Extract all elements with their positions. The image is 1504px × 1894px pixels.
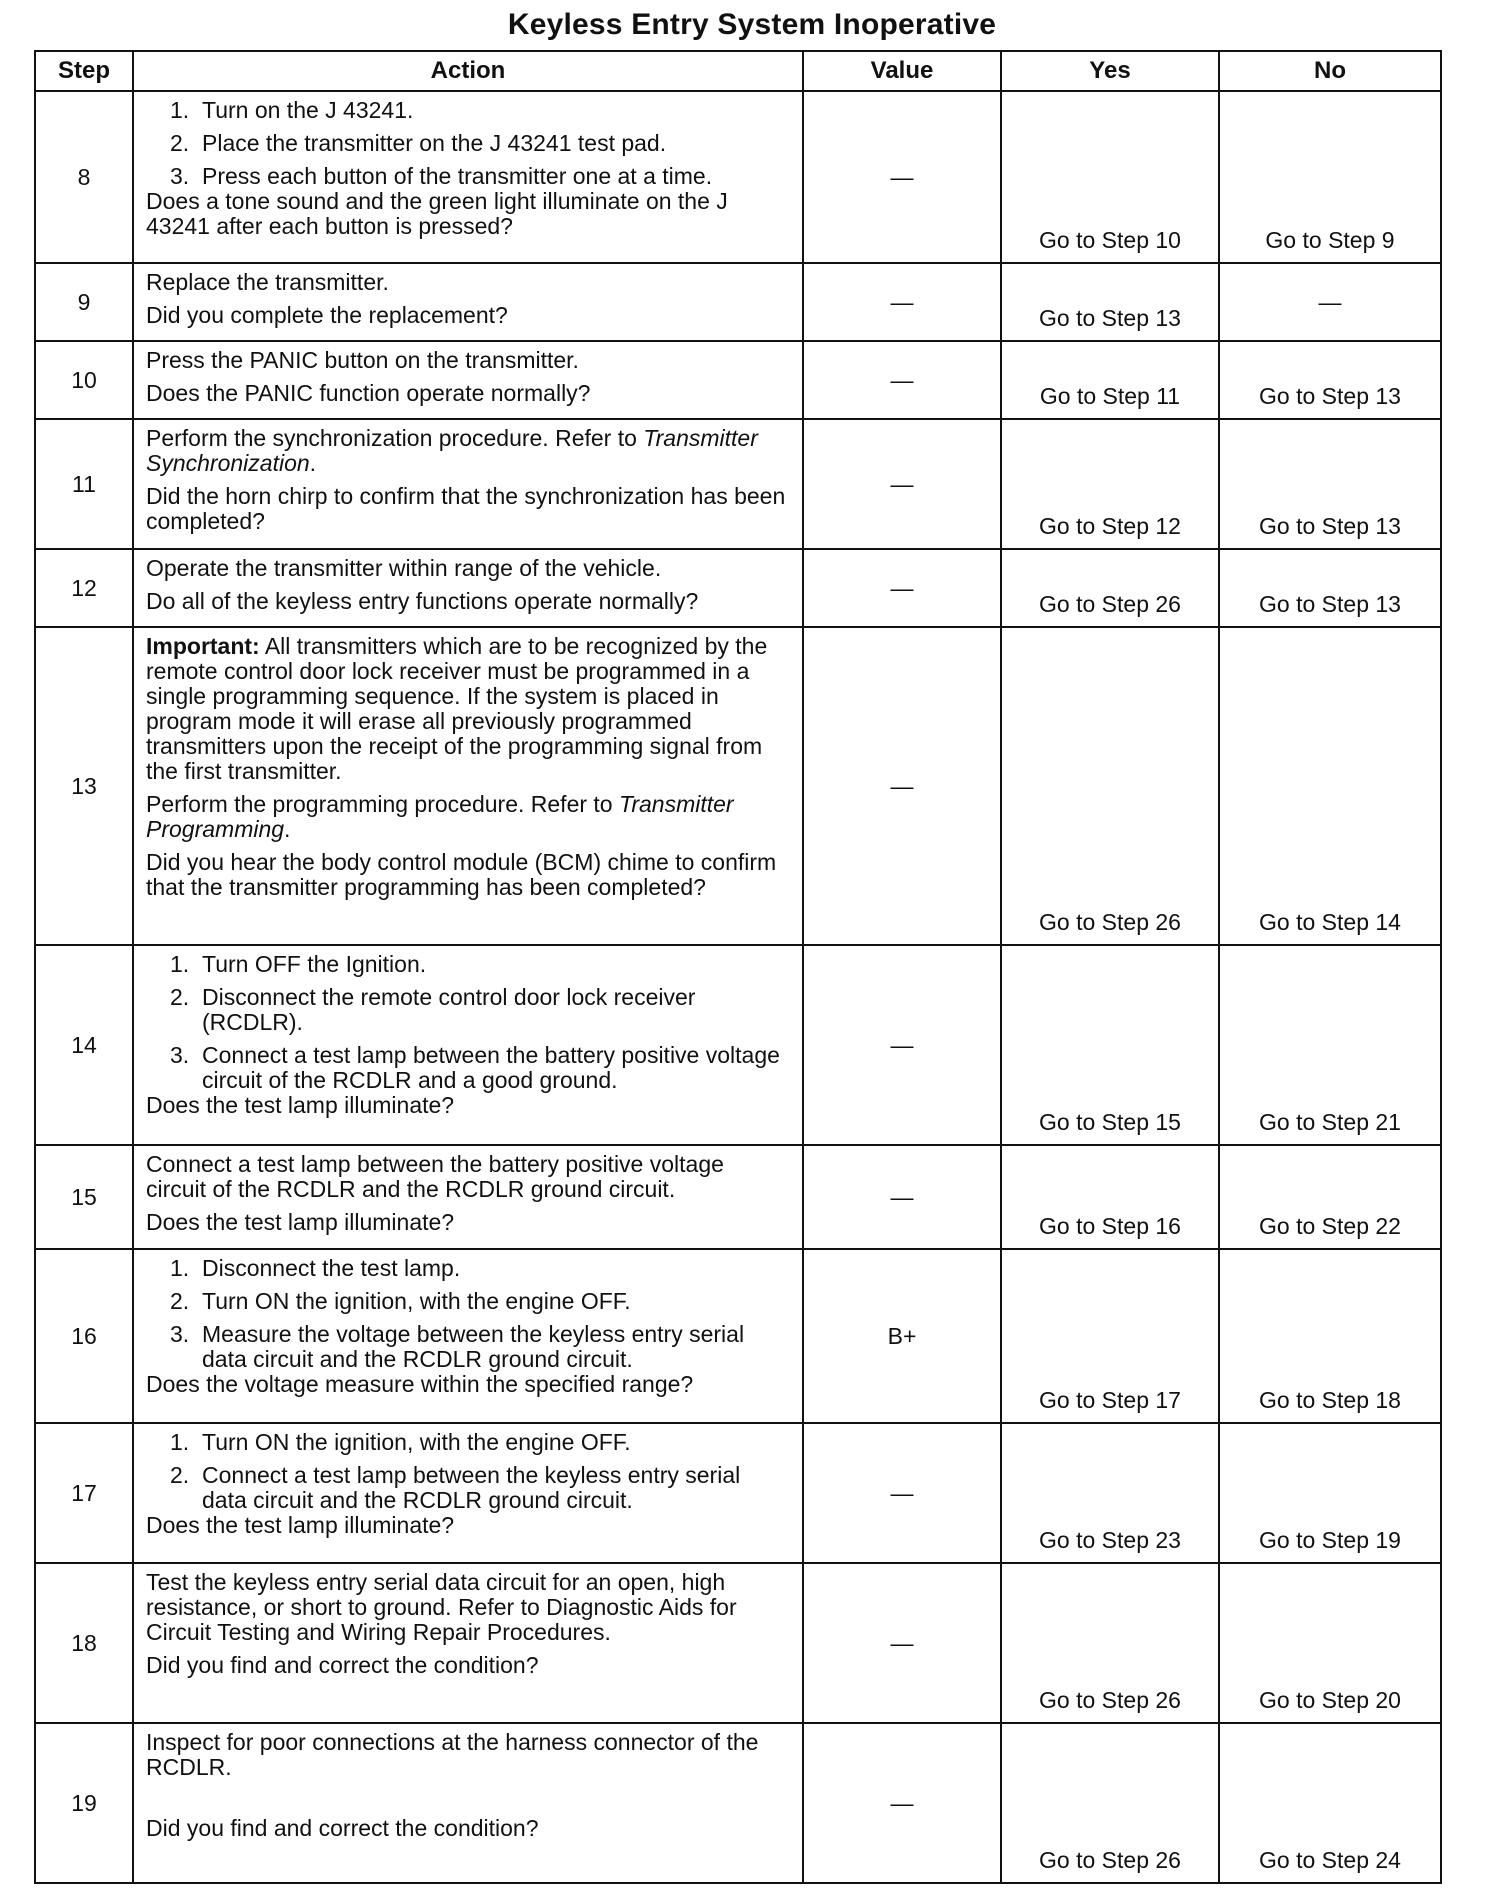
yes-cell: Go to Step 26: [1001, 549, 1219, 627]
header-step: Step: [35, 51, 133, 91]
step-number: 11: [35, 419, 133, 549]
action-text: Press the PANIC button on the transmitter.: [146, 347, 579, 373]
action-cell: [133, 627, 803, 945]
table-row: [35, 1563, 1441, 1723]
step-number: 18: [35, 1563, 133, 1723]
step-number: 17: [35, 1423, 133, 1563]
action-list-item: 2. Connect a test lamp between the keyless entry serial data circuit and the RCDLR ground circuit.: [170, 1462, 741, 1513]
no-cell: Go to Step 19: [1219, 1423, 1441, 1563]
action-cell: [133, 549, 803, 627]
value-cell: —: [803, 419, 1001, 549]
yes-cell: Go to Step 16: [1001, 1145, 1219, 1249]
no-cell: Go to Step 9: [1219, 91, 1441, 263]
action-list-item: 2. Disconnect the remote control door lock receiver (RCDLR).: [170, 984, 696, 1035]
important-note: Important: All transmitters which are to be recognized by the remote control door lock receiver must be programmed in a single programming sequence. If the system is placed in program mode it will erase all previously programmed transmitters upon the receipt of the programming signal from the first transmitter.: [146, 633, 768, 784]
header-no: No: [1219, 51, 1441, 91]
step-number: 19: [35, 1723, 133, 1883]
no-cell: Go to Step 13: [1219, 419, 1441, 549]
action-text: Replace the transmitter.: [146, 269, 389, 295]
table-row: [35, 549, 1441, 627]
table-header-row: [35, 51, 1441, 91]
action-question: Does the test lamp illuminate?: [146, 1512, 455, 1538]
action-text: Perform the synchronization procedure. Refer to Transmitter Synchronization.: [146, 425, 758, 476]
action-cell: [133, 1423, 803, 1563]
no-cell: —: [1219, 263, 1441, 341]
action-list-item: 1. Disconnect the test lamp.: [170, 1255, 461, 1281]
step-number: 8: [35, 91, 133, 263]
no-cell: Go to Step 14: [1219, 627, 1441, 945]
no-cell: Go to Step 21: [1219, 945, 1441, 1145]
yes-cell: Go to Step 11: [1001, 341, 1219, 419]
table-row: [35, 341, 1441, 419]
step-number: 13: [35, 627, 133, 945]
action-cell: [133, 1249, 803, 1423]
value-cell: —: [803, 627, 1001, 945]
table-row: [35, 91, 1441, 263]
action-question: Does the test lamp illuminate?: [146, 1092, 455, 1118]
value-cell: —: [803, 91, 1001, 263]
yes-cell: Go to Step 26: [1001, 1563, 1219, 1723]
page-title: Keyless Entry System Inoperative: [507, 8, 997, 41]
yes-cell: Go to Step 26: [1001, 1723, 1219, 1883]
step-number: 15: [35, 1145, 133, 1249]
action-question: Did you find and correct the condition?: [146, 1815, 539, 1841]
value-cell: —: [803, 263, 1001, 341]
table-row: [35, 263, 1441, 341]
action-text: Perform the programming procedure. Refer to Transmitter Programming.: [146, 791, 734, 842]
header-value: Value: [803, 51, 1001, 91]
value-cell: —: [803, 1563, 1001, 1723]
yes-cell: Go to Step 13: [1001, 263, 1219, 341]
yes-cell: Go to Step 26: [1001, 627, 1219, 945]
value-cell: —: [803, 945, 1001, 1145]
action-question: Did you find and correct the condition?: [146, 1652, 539, 1678]
table-row: [35, 1723, 1441, 1883]
yes-cell: Go to Step 10: [1001, 91, 1219, 263]
action-question: Did you hear the body control module (BCM) chime to confirm that the transmitter programming has been completed?: [146, 849, 777, 900]
action-question: Do all of the keyless entry functions operate normally?: [146, 588, 699, 614]
diagnostic-table: [34, 50, 1442, 1884]
action-cell: [133, 1563, 803, 1723]
action-list-item: 3. Measure the voltage between the keyless entry serial data circuit and the RCDLR ground circuit.: [170, 1321, 745, 1372]
action-list-item: 3. Connect a test lamp between the battery positive voltage circuit of the RCDLR and a good ground.: [170, 1042, 780, 1093]
action-question: Did the horn chirp to confirm that the synchronization has been completed?: [146, 483, 786, 534]
no-cell: Go to Step 13: [1219, 341, 1441, 419]
reference-link: Transmitter Synchronization: [146, 425, 758, 476]
yes-cell: Go to Step 23: [1001, 1423, 1219, 1563]
yes-cell: Go to Step 15: [1001, 945, 1219, 1145]
no-cell: Go to Step 13: [1219, 549, 1441, 627]
no-cell: Go to Step 18: [1219, 1249, 1441, 1423]
table-row: [35, 945, 1441, 1145]
step-number: 9: [35, 263, 133, 341]
table-row: [35, 1423, 1441, 1563]
action-text: Test the keyless entry serial data circuit for an open, high resistance, or short to ground. Refer to Diagnostic Aids for Circuit Testing and Wiring Repair Procedures.: [146, 1569, 737, 1645]
action-list-item: 2. Place the transmitter on the J 43241 test pad.: [170, 130, 667, 156]
action-cell: [133, 945, 803, 1145]
value-cell: —: [803, 549, 1001, 627]
table-row: [35, 419, 1441, 549]
action-cell: [133, 341, 803, 419]
action-question: Does the PANIC function operate normally?: [146, 380, 591, 406]
step-number: 16: [35, 1249, 133, 1423]
reference-link: Transmitter Programming: [146, 791, 734, 842]
action-cell: [133, 1723, 803, 1883]
table-row: [35, 627, 1441, 945]
action-question: Does the test lamp illuminate?: [146, 1209, 455, 1235]
table-row: [35, 1145, 1441, 1249]
step-number: 10: [35, 341, 133, 419]
value-cell: —: [803, 341, 1001, 419]
action-list-item: 1. Turn on the J 43241.: [170, 97, 414, 123]
header-yes: Yes: [1001, 51, 1219, 91]
action-list-item: 1. Turn ON the ignition, with the engine OFF.: [170, 1429, 631, 1455]
action-question: Does a tone sound and the green light illuminate on the J 43241 after each button is pressed?: [146, 188, 728, 239]
no-cell: Go to Step 22: [1219, 1145, 1441, 1249]
action-cell: [133, 419, 803, 549]
action-cell: [133, 1145, 803, 1249]
action-list-item: 2. Turn ON the ignition, with the engine OFF.: [170, 1288, 631, 1314]
table-row: [35, 1249, 1441, 1423]
step-number: 12: [35, 549, 133, 627]
important-label: Important:: [146, 633, 260, 659]
action-text: Operate the transmitter within range of the vehicle.: [146, 555, 662, 581]
value-cell: —: [803, 1423, 1001, 1563]
action-question: Does the voltage measure within the specified range?: [146, 1371, 694, 1397]
action-cell: [133, 91, 803, 263]
value-cell: —: [803, 1145, 1001, 1249]
yes-cell: Go to Step 12: [1001, 419, 1219, 549]
no-cell: Go to Step 24: [1219, 1723, 1441, 1883]
action-list-item: 1. Turn OFF the Ignition.: [170, 951, 427, 977]
no-cell: Go to Step 20: [1219, 1563, 1441, 1723]
action-text: Connect a test lamp between the battery positive voltage circuit of the RCDLR and the RCDLR ground circuit.: [146, 1151, 724, 1202]
value-cell: —: [803, 1723, 1001, 1883]
step-number: 14: [35, 945, 133, 1145]
header-action: Action: [133, 51, 803, 91]
action-list-item: 3. Press each button of the transmitter one at a time.: [170, 163, 713, 189]
value-cell: B+: [803, 1249, 1001, 1423]
action-cell: [133, 263, 803, 341]
yes-cell: Go to Step 17: [1001, 1249, 1219, 1423]
action-text: Inspect for poor connections at the harness connector of the RCDLR.: [146, 1729, 759, 1780]
action-question: Did you complete the replacement?: [146, 302, 508, 328]
